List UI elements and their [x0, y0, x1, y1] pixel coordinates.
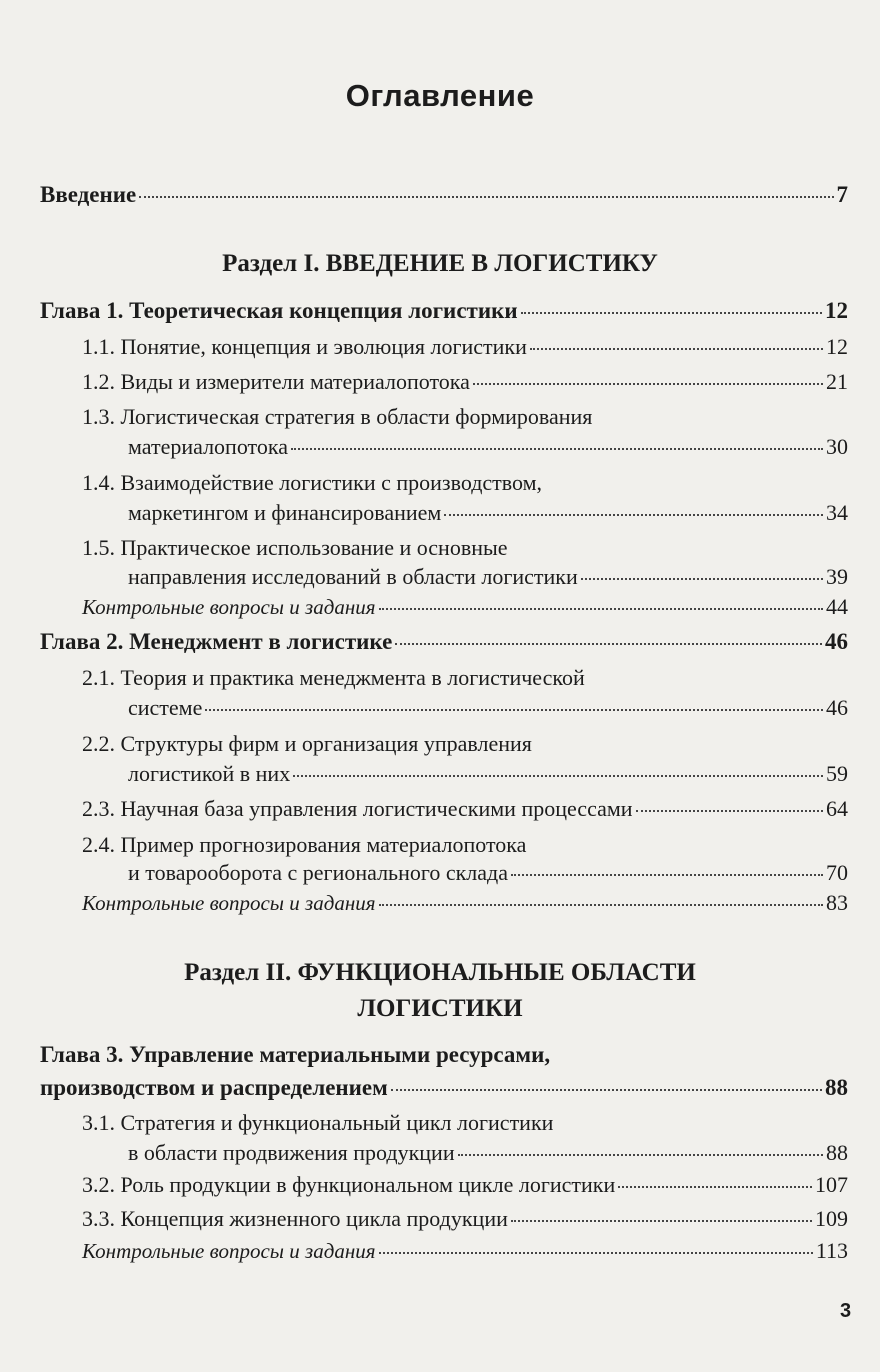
toc-entry-1-3-line1[interactable]: 1.3. Логистическая стратегия в области формирования [82, 404, 593, 429]
toc-entry-intro[interactable] [40, 180, 848, 210]
toc-entry-1-5-line1[interactable]: 1.5. Практическое использование и основные [82, 535, 508, 560]
toc-entry-page: 30 [826, 434, 848, 459]
toc-entry-page: 39 [826, 564, 848, 589]
leader-dots [391, 1089, 822, 1091]
page-number: 3 [840, 1300, 852, 1322]
leader-dots [511, 874, 823, 876]
toc-entry-page: 34 [826, 500, 848, 525]
toc-questions-2[interactable] [82, 888, 848, 918]
section-heading-1: Раздел I. ВВЕДЕНИЕ В ЛОГИСТИКУ [222, 250, 658, 277]
toc-entry-label: материалопотока [128, 434, 288, 459]
leader-dots [205, 709, 823, 711]
toc-entry-page: 88 [826, 1140, 848, 1165]
toc-chapter-3[interactable] [40, 1073, 848, 1103]
toc-entry-label: Глава 2. Менеджмент в логистике [40, 629, 393, 654]
toc-entry-1-2[interactable] [82, 367, 848, 397]
toc-entry-page: 7 [836, 182, 848, 207]
leader-dots [618, 1186, 812, 1188]
toc-entry-1-5[interactable] [128, 562, 848, 592]
toc-entry-page: 12 [826, 334, 848, 359]
toc-entry-page: 88 [825, 1075, 848, 1100]
leader-dots [473, 383, 823, 385]
section-heading-2-line1: Раздел II. ФУНКЦИОНАЛЬНЫЕ ОБЛАСТИ [184, 959, 696, 986]
toc-entry-page: 64 [826, 796, 848, 821]
toc-questions-1[interactable] [82, 592, 848, 622]
leader-dots [530, 348, 823, 350]
leader-dots [293, 775, 823, 777]
leader-dots [636, 810, 823, 812]
toc-entry-page: 109 [815, 1206, 848, 1231]
toc-questions-3[interactable] [82, 1236, 848, 1266]
toc-entry-label: в области продвижения продукции [128, 1140, 455, 1165]
toc-entry-label: логистикой в них [128, 761, 291, 786]
toc-entry-label: Контрольные вопросы и задания [82, 891, 376, 915]
toc-entry-1-3[interactable] [128, 432, 848, 462]
leader-dots [581, 578, 823, 580]
toc-entry-2-4-line1[interactable]: 2.4. Пример прогнозирования материалопотока [82, 832, 527, 857]
leader-dots [379, 608, 823, 610]
toc-entry-2-1[interactable] [128, 693, 848, 723]
section-heading-2-line2: ЛОГИСТИКИ [357, 995, 523, 1022]
toc-chapter-2[interactable] [40, 627, 848, 657]
toc-entry-page: 12 [825, 298, 848, 323]
toc-entry-2-2[interactable] [128, 759, 848, 789]
leader-dots [379, 904, 823, 906]
leader-dots [521, 312, 822, 314]
toc-entry-label: Контрольные вопросы и задания [82, 595, 376, 619]
toc-chapter-1[interactable] [40, 296, 848, 326]
toc-entry-2-3[interactable] [82, 794, 848, 824]
toc-entry-label: 3.2. Роль продукции в функциональном цикле логистики [82, 1172, 616, 1197]
toc-entry-page: 107 [815, 1172, 848, 1197]
toc-entry-2-2-line1[interactable]: 2.2. Структуры фирм и организация управления [82, 731, 532, 756]
toc-entry-page: 59 [826, 761, 848, 786]
toc-entry-page: 46 [825, 629, 848, 654]
toc-chapter-3-line1[interactable]: Глава 3. Управление материальными ресурсами, [40, 1042, 551, 1067]
toc-entry-label: производством и распределением [40, 1075, 388, 1100]
toc-entry-2-4[interactable] [128, 858, 848, 888]
leader-dots [511, 1220, 812, 1222]
toc-entry-page: 83 [826, 890, 848, 915]
toc-entry-1-4-line1[interactable]: 1.4. Взаимодействие логистики с производством, [82, 470, 543, 495]
toc-entry-label: системе [128, 695, 203, 720]
leader-dots [291, 448, 823, 450]
toc-entry-3-3[interactable] [82, 1204, 848, 1234]
toc-entry-label: Контрольные вопросы и задания [82, 1239, 376, 1263]
leader-dots [444, 514, 823, 516]
toc-entry-page: 44 [826, 594, 848, 619]
toc-entry-3-1[interactable] [128, 1138, 848, 1168]
toc-entry-page: 70 [826, 860, 848, 885]
toc-entry-label: 3.3. Концепция жизненного цикла продукции [82, 1206, 508, 1231]
leader-dots [458, 1154, 823, 1156]
leader-dots [379, 1252, 813, 1254]
toc-entry-page: 21 [826, 369, 848, 394]
leader-dots [139, 196, 833, 198]
toc-entry-1-4[interactable] [128, 498, 848, 528]
toc-entry-label: 1.1. Понятие, концепция и эволюция логистики [82, 334, 527, 359]
toc-entry-label: Глава 1. Теоретическая концепция логистики [40, 298, 518, 323]
toc-entry-label: маркетингом и финансированием [128, 500, 442, 525]
toc-entry-3-1-line1[interactable]: 3.1. Стратегия и функциональный цикл логистики [82, 1110, 554, 1135]
toc-entry-label: и товарооборота с регионального склада [128, 860, 508, 885]
toc-entry-label: 1.2. Виды и измерители материалопотока [82, 369, 470, 394]
toc-entry-label: Введение [40, 182, 137, 207]
page-title: Оглавление [345, 78, 535, 113]
toc-entry-3-2[interactable] [82, 1170, 848, 1200]
toc-entry-page: 113 [815, 1238, 848, 1263]
leader-dots [395, 643, 822, 645]
toc-entry-label: 2.3. Научная база управления логистическими процессами [82, 796, 633, 821]
toc-entry-label: направления исследований в области логистики [128, 564, 578, 589]
toc-entry-2-1-line1[interactable]: 2.1. Теория и практика менеджмента в логистической [82, 665, 585, 690]
toc-entry-1-1[interactable] [82, 332, 848, 362]
toc-entry-page: 46 [826, 695, 848, 720]
